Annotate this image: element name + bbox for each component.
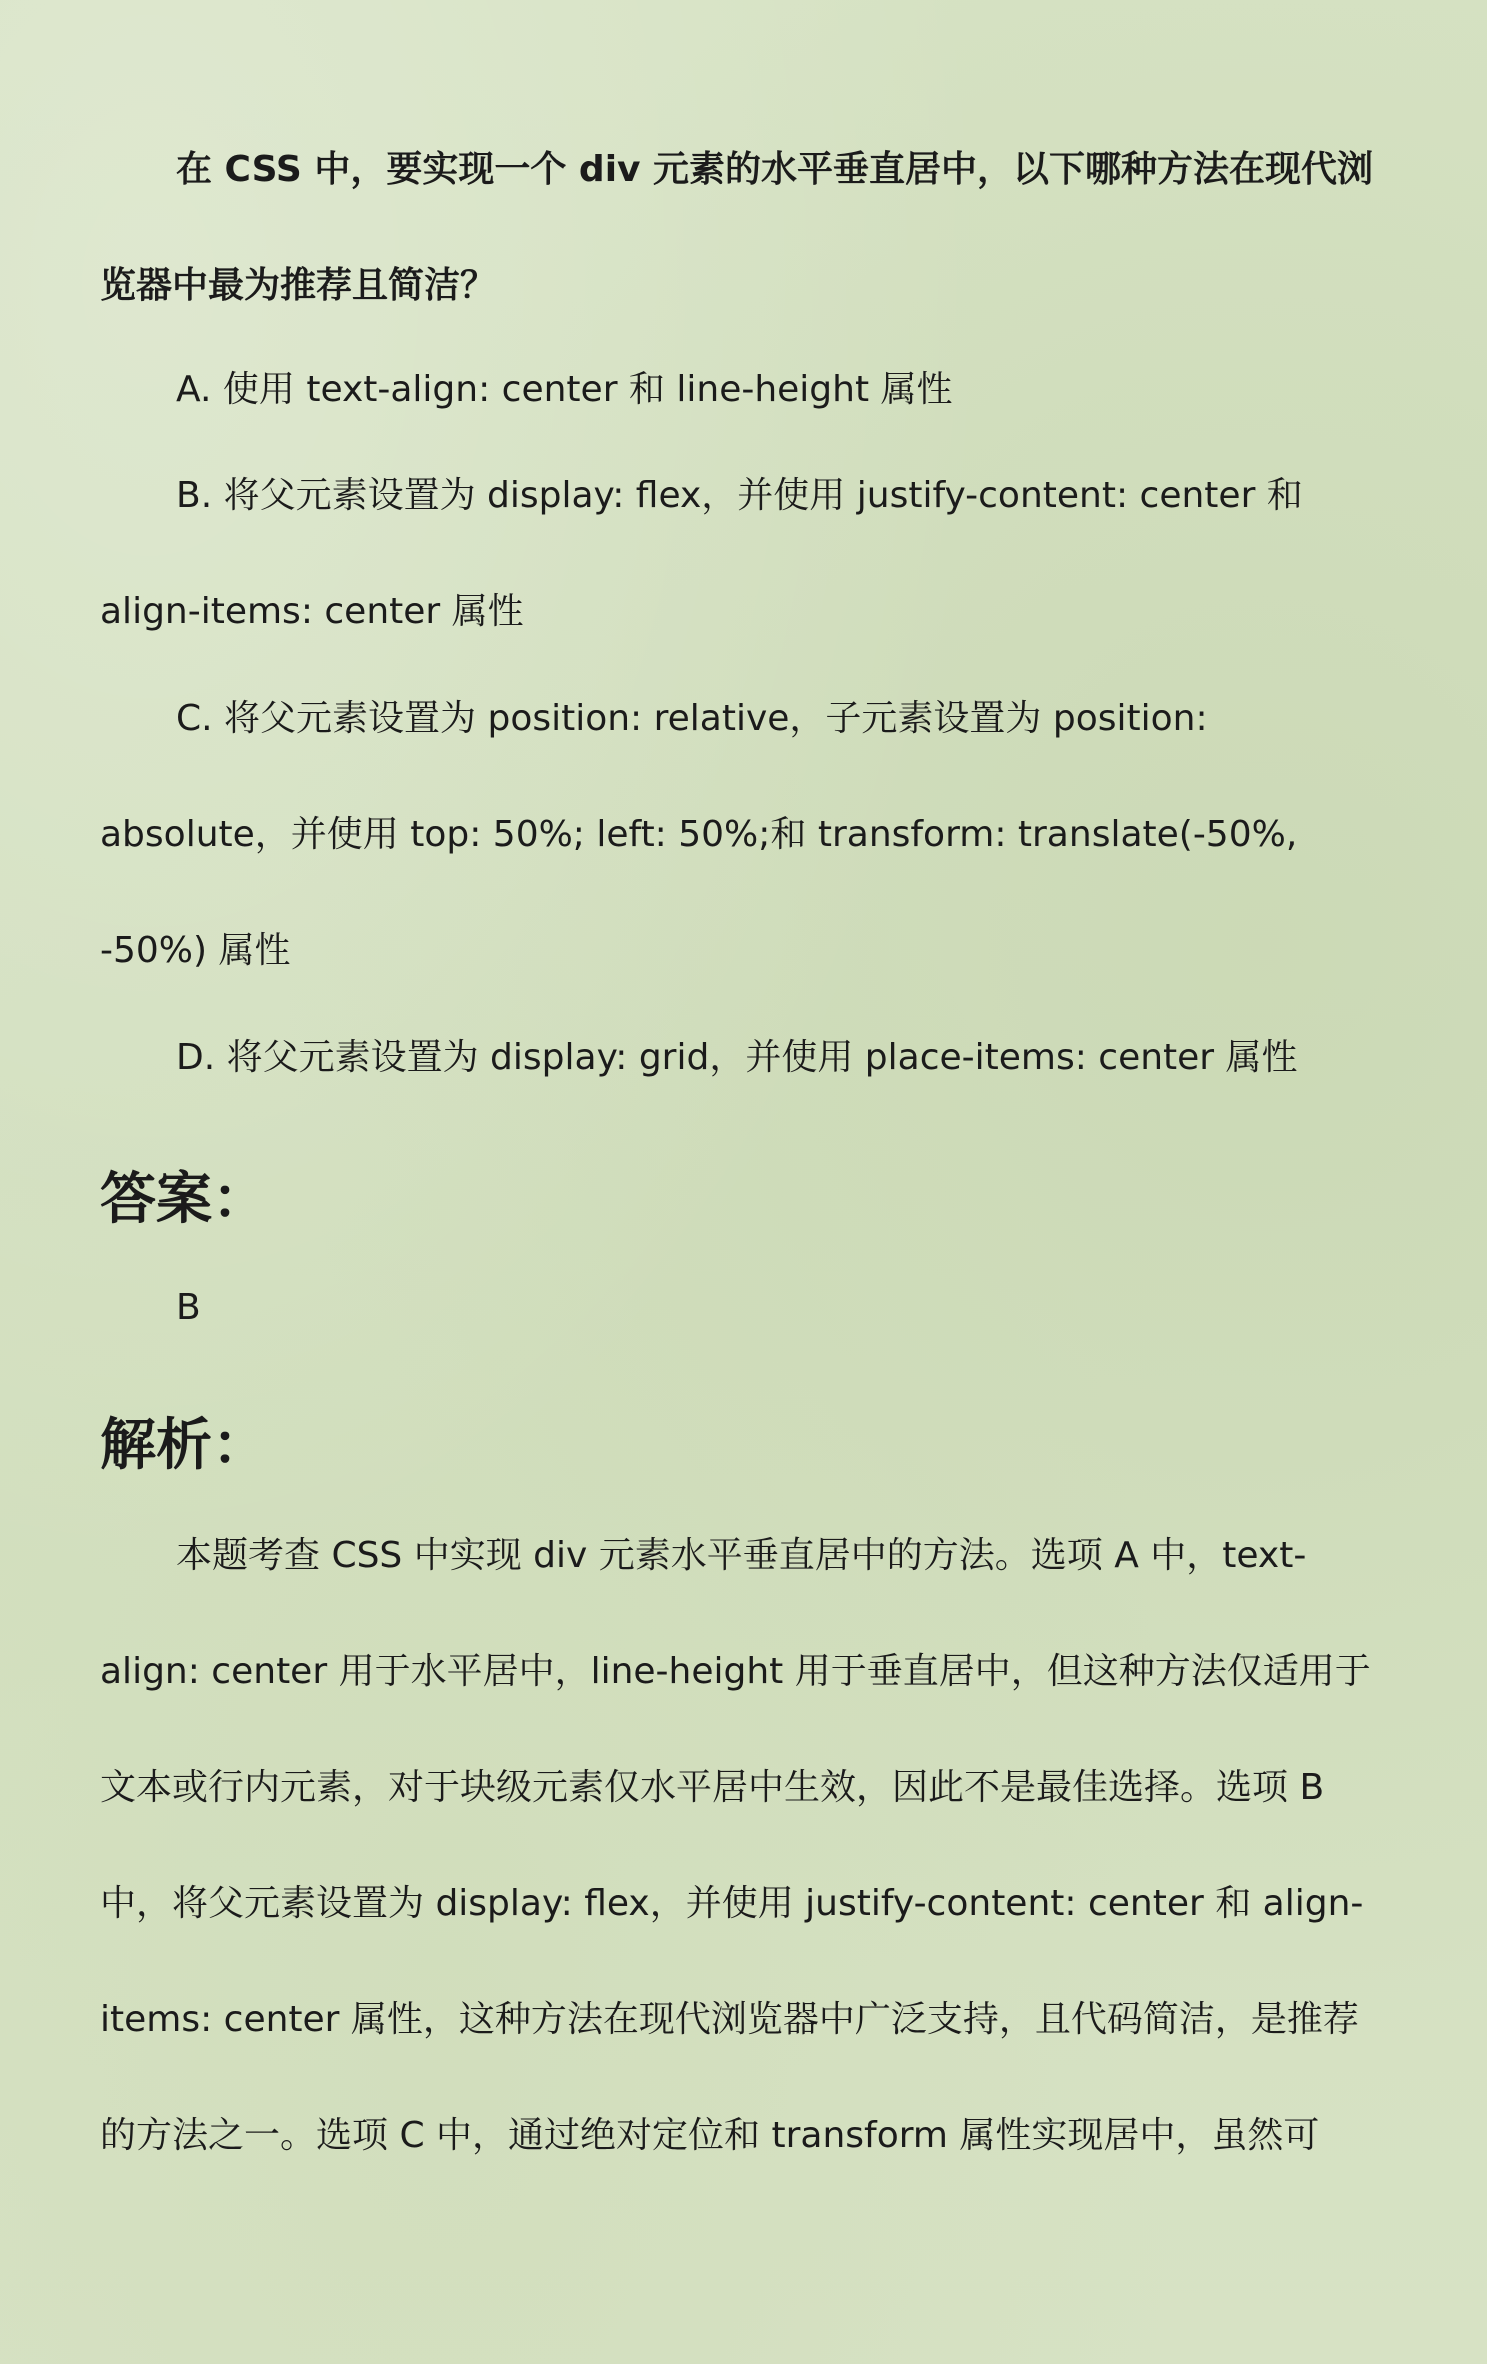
analysis-text: 本题考查 CSS 中实现 div 元素水平垂直居中的方法。选项 A 中，text-align: center 用于水平居中，line-height 用于垂直居中，但这种方法仅适用于文本或行内元素，对于块级元素仅水平居中生效，因此不是最佳选择。选项 B 中，将父元素设置为 display: flex，并使用 justify-content: center 和 align-items: center 属性，这种方法在现代浏览器中广泛支持，且代码简洁，是推荐的方法之一。选项 C 中，通过绝对定位和 transform 属性实现居中，虽然可: [100, 1535, 1371, 2156]
analysis-heading: 解析：: [100, 1413, 268, 1478]
answer-heading: 答案：: [100, 1167, 268, 1232]
question-text: 在 CSS 中，要实现一个 div 元素的水平垂直居中，以下哪种方法在现代浏览器中最为推荐且简洁？: [100, 149, 1374, 306]
option-b: B. 将父元素设置为 display: flex，并使用 justify-content: center 和 align-items: center 属性: [100, 475, 1303, 632]
option-c: C. 将父元素设置为 position: relative，子元素设置为 position: absolute，并使用 top: 50%; left: 50%;和 transform: translate(-50%, -50%) 属性: [100, 698, 1298, 971]
option-d: D. 将父元素设置为 display: grid，并使用 place-items: center 属性: [176, 1037, 1298, 1078]
answer-value: B: [176, 1287, 201, 1328]
option-a: A. 使用 text-align: center 和 line-height 属性: [176, 369, 953, 410]
